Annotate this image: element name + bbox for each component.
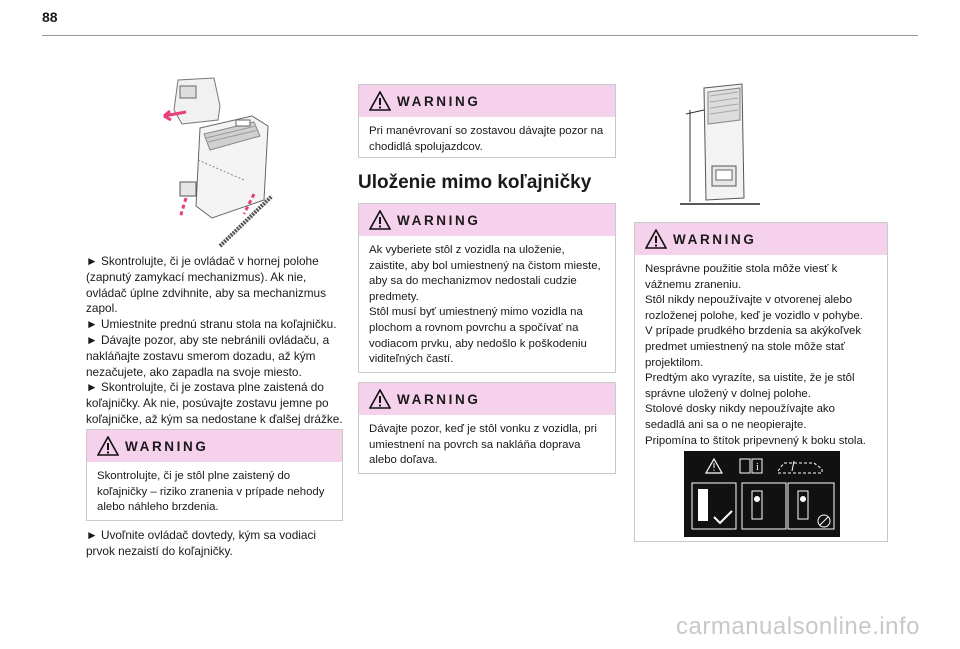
section-title: Uloženie mimo koľajničky [358,172,592,193]
step-3: ► Dávajte pozor, aby ste nebránili ovládaču, a nakláňajte zostavu smerom dozadu, až kým nezačujete, ako zapadla na svoje miesto. [86,332,330,379]
step-1: ► Skontrolujte, či je ovládač v hornej polohe (zapnutý zamykací mechanizmus). Ak nie, ovládač úplne zdvihnite, aby sa mechanizmus zapol. [86,254,327,316]
warning-triangle-icon [645,229,667,249]
warning-title: WARNING [397,391,481,407]
table-on-rail-illustration [160,76,280,248]
header-divider [42,35,918,36]
warning-triangle-icon [369,91,391,111]
warning-header [87,430,342,462]
warning-paragraph: V prípade prudkého brzdenia sa akýkoľvek predmet umiestnený na stole môže stať projektilom. [645,325,862,369]
page-number: 88 [42,9,58,25]
warning-box-feet [358,84,616,158]
warning-title: WARNING [397,93,481,109]
warning-paragraph: Stôl nikdy nepoužívajte v otvorenej alebo rozloženej polohe, keď je vozidlo v pohybe. [645,294,863,322]
step-4: ► Skontrolujte, či je zostava plne zaistená do koľajničky. Ak nie, posúvajte zostavu jemne po koľajničke, až kým sa nedostane k ďalšej drážke. [86,380,343,426]
warning-header [359,85,615,117]
warning-text: Skontrolujte, či je stôl plne zaistený do koľajničky – riziko zranenia v prípade nehody alebo náhleho brzdenia. [97,470,325,514]
svg-text:i: i [756,462,759,473]
warning-box-rail-lock [86,429,343,521]
warning-paragraph: Stôl musí byť umiestnený mimo vozidla na plochom a rovnom povrchu a spočívať na vodiacom prvku, aby nedošlo k poškodeniu viditeľných častí. [369,306,587,366]
warning-header [359,204,615,236]
warning-paragraph: Ak vyberiete stôl z vozidla na uloženie, zaistite, aby bol umiestnený na čistom mieste, aby sa do mechanizmov nedostali cudzie predmety. [369,244,601,303]
table-tilt-illustration [672,80,764,208]
step-release: ► Uvoľnite ovládač dovtedy, kým sa vodiaci prvok nezaistí do koľajničky. [86,528,316,558]
warning-paragraph: Pripomína to štítok pripevnený k boku stola. [645,434,866,447]
warning-header [359,383,615,415]
warning-box-storage [358,203,616,373]
warning-triangle-icon [97,436,119,456]
warning-paragraph: Predtým ako vyrazíte, sa uistite, že je stôl správne uložený v dolnej polohe. [645,372,855,400]
warning-title: WARNING [397,212,481,228]
warning-box-tilt [358,382,616,474]
warning-title: WARNING [673,231,757,247]
warning-paragraph: Nesprávne použitie stola môže viesť k vážnemu zraneniu. [645,263,838,291]
warning-header [635,223,887,255]
watermark: carmanualsonline.info [676,613,920,640]
warning-paragraph: Stolové dosky nikdy nepoužívajte ako sedadlá ani sa o ne neopierajte. [645,403,835,431]
warning-text: Dávajte pozor, keď je stôl vonku z vozidla, pri umiestnení na povrch sa nakláňa doprava alebo doľava. [369,423,597,467]
warning-triangle-icon [369,210,391,230]
warning-text: Pri manévrovaní so zostavou dávajte pozor na chodidlá spolujazdcov. [369,125,604,153]
warning-triangle-icon [369,389,391,409]
warning-title: WARNING [125,438,209,454]
table-warning-label-image [684,451,840,537]
step-2: ► Umiestnite prednú stranu stola na koľajničku. [86,317,337,332]
warning-box-safety [634,222,888,542]
